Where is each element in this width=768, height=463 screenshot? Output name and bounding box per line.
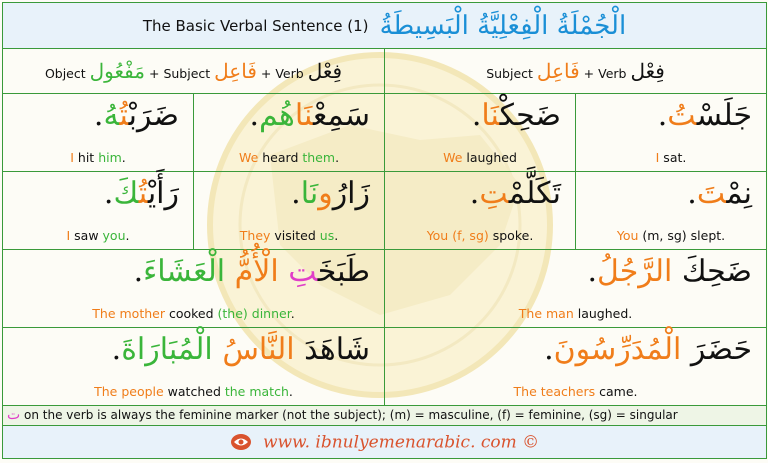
english-translation — [385, 306, 766, 321]
text-segment: visited — [270, 227, 320, 243]
example-cell-wide — [385, 327, 767, 405]
english-translation — [3, 228, 193, 243]
arabic-sentence — [134, 254, 370, 289]
text-segment: I — [66, 227, 71, 243]
text-segment: . — [544, 331, 554, 367]
text-segment: The mother — [92, 305, 165, 321]
text-segment: I — [655, 150, 660, 166]
english-translation — [3, 384, 384, 399]
english-translation — [385, 228, 575, 243]
example-cell-wide — [3, 249, 385, 327]
structure-left: Object مَفْعُول + Subject فَاعِل + Verb فِعْل — [3, 49, 385, 94]
text-segment: . — [249, 98, 260, 134]
text-segment: . — [121, 150, 126, 166]
text-segment: cooked — [164, 305, 218, 321]
text-segment: They — [239, 227, 271, 243]
example-cell-wide — [385, 249, 767, 327]
text-segment: The teachers — [513, 383, 596, 399]
text-segment: تِ — [288, 253, 318, 289]
english-translation — [385, 150, 575, 165]
text-segment: . — [334, 227, 339, 243]
text-segment: . — [93, 98, 104, 134]
example-cell — [385, 172, 576, 250]
text-segment: The people — [94, 383, 164, 399]
english-translation — [3, 306, 384, 321]
text-segment: watched — [163, 383, 225, 399]
text-segment: spoke. — [488, 227, 534, 243]
text-segment: الرَّجُلُ — [597, 253, 682, 289]
website-link[interactable]: www. ibnulyemenarabic. com © — [262, 432, 540, 453]
text-segment: us — [319, 227, 335, 243]
english-translation — [194, 228, 384, 243]
text-segment: saw — [70, 227, 103, 243]
text-segment: laughed. — [573, 305, 633, 321]
text-segment: تِ — [479, 176, 509, 212]
text-segment: them — [302, 150, 336, 166]
english-translation — [385, 384, 766, 399]
title-cell — [3, 3, 767, 49]
text-segment: . — [103, 176, 114, 212]
text-segment: . — [335, 150, 340, 166]
text-segment: تُ — [667, 98, 697, 134]
text-segment: (the) dinner — [217, 305, 291, 321]
text-segment: كَ — [113, 176, 139, 212]
structure-right: Subject فَاعِل + Verb فِعْل — [385, 49, 767, 94]
text-segment: You (f, sg) — [426, 227, 489, 243]
title-arabic: الْجُمْلَةُ الْفِعْلِيَّةُ الْبَسِيطَةُ — [379, 10, 627, 41]
example-cell — [3, 172, 194, 250]
text-segment: الْمُدَرِّسُونَ — [553, 331, 691, 367]
text-segment: نِمْ — [726, 176, 753, 212]
note-text: on the verb is always the feminine marker (not the subject); (m) = masculine, (f) = feminine, (sg) = singular — [24, 408, 678, 423]
text-segment: The man — [518, 305, 574, 321]
example-cell — [576, 94, 767, 172]
text-segment: I — [70, 150, 74, 166]
english-translation — [3, 150, 193, 165]
text-segment: شَاهَدَ — [304, 331, 370, 367]
lesson-table — [2, 2, 767, 459]
text-segment: تَ — [696, 176, 727, 212]
text-segment: the match — [224, 383, 289, 399]
arabic-sentence — [544, 332, 752, 367]
text-segment: . — [290, 305, 295, 321]
text-segment: طَبَخَ — [317, 253, 370, 289]
footer-bar — [3, 426, 767, 459]
arabic-sentence — [104, 176, 179, 211]
text-segment: . — [469, 176, 480, 212]
english-translation — [194, 150, 384, 165]
text-segment: . — [133, 253, 144, 289]
english-translation — [576, 228, 766, 243]
site-logo-icon — [230, 433, 252, 451]
text-segment: sat. — [659, 150, 687, 166]
arabic-sentence — [94, 98, 179, 133]
text-segment: تُ — [138, 176, 148, 212]
text-segment: الْعَشَاءَ — [143, 253, 235, 289]
example-cell — [576, 172, 767, 250]
text-segment: نَا — [481, 98, 500, 134]
text-segment: الْمُبَارَاةَ — [121, 331, 223, 367]
text-segment: . — [125, 227, 130, 243]
text-segment: . — [111, 331, 122, 367]
feminine-marker: ت — [7, 407, 21, 424]
text-segment: هُ — [103, 98, 120, 134]
text-segment: تَكَلَّمْ — [508, 176, 561, 212]
example-cell — [194, 172, 385, 250]
example-cell — [385, 94, 576, 172]
subject-arabic: فَاعِل — [536, 59, 580, 84]
verb-arabic: فِعْل — [630, 59, 665, 84]
arabic-sentence — [687, 176, 752, 211]
arabic-sentence — [588, 254, 753, 289]
arabic-sentence — [472, 98, 561, 133]
text-segment: laughed — [462, 150, 517, 166]
text-segment: سَمِعْ — [313, 98, 370, 134]
text-segment: زَارُ — [332, 176, 370, 212]
arabic-sentence — [291, 176, 370, 211]
text-segment: ضَرَبْ — [128, 98, 179, 134]
text-segment: him — [98, 150, 122, 166]
title-english: The Basic Verbal Sentence (1) — [142, 16, 369, 35]
example-cell — [3, 94, 194, 172]
text-segment: . — [687, 176, 697, 212]
text-segment: . — [288, 383, 293, 399]
subject-arabic: فَاعِل — [214, 59, 257, 84]
text-segment: you — [102, 227, 126, 243]
text-segment: came. — [595, 383, 638, 399]
text-segment: hit — [73, 150, 99, 166]
text-segment: We — [443, 150, 463, 166]
text-segment: . — [471, 98, 482, 134]
text-segment: النَّاسُ — [222, 331, 305, 367]
english-translation — [576, 150, 766, 165]
example-cell — [194, 94, 385, 172]
text-segment: . — [291, 176, 301, 212]
text-segment: نَا — [294, 98, 314, 134]
text-segment: جَلَسْ — [696, 98, 753, 134]
text-segment: الْأُمُّ — [234, 253, 289, 289]
text-segment: رَأَيْ — [147, 176, 179, 212]
text-segment: (m, sg) slept. — [638, 227, 726, 243]
text-segment: We — [238, 150, 259, 166]
example-cell-wide — [3, 327, 385, 405]
text-segment: . — [657, 98, 668, 134]
text-segment: حَضَرَ — [690, 331, 753, 367]
text-segment: نَا — [300, 176, 319, 212]
text-segment: heard — [258, 150, 303, 166]
text-segment: ضَحِكْ — [499, 98, 561, 134]
text-segment: . — [587, 253, 598, 289]
text-segment: و — [318, 176, 333, 212]
arabic-sentence — [250, 98, 371, 133]
verb-arabic: فِعْل — [307, 59, 343, 84]
arabic-sentence — [470, 176, 561, 211]
object-arabic: مَفْعُول — [89, 59, 145, 84]
note-bar — [3, 405, 767, 425]
arabic-sentence — [658, 98, 752, 133]
text-segment: هُم — [259, 98, 295, 134]
text-segment: You — [616, 227, 639, 243]
arabic-sentence — [112, 332, 370, 367]
text-segment: ضَحِكَ — [681, 253, 753, 289]
text-segment: تُ — [119, 98, 129, 134]
